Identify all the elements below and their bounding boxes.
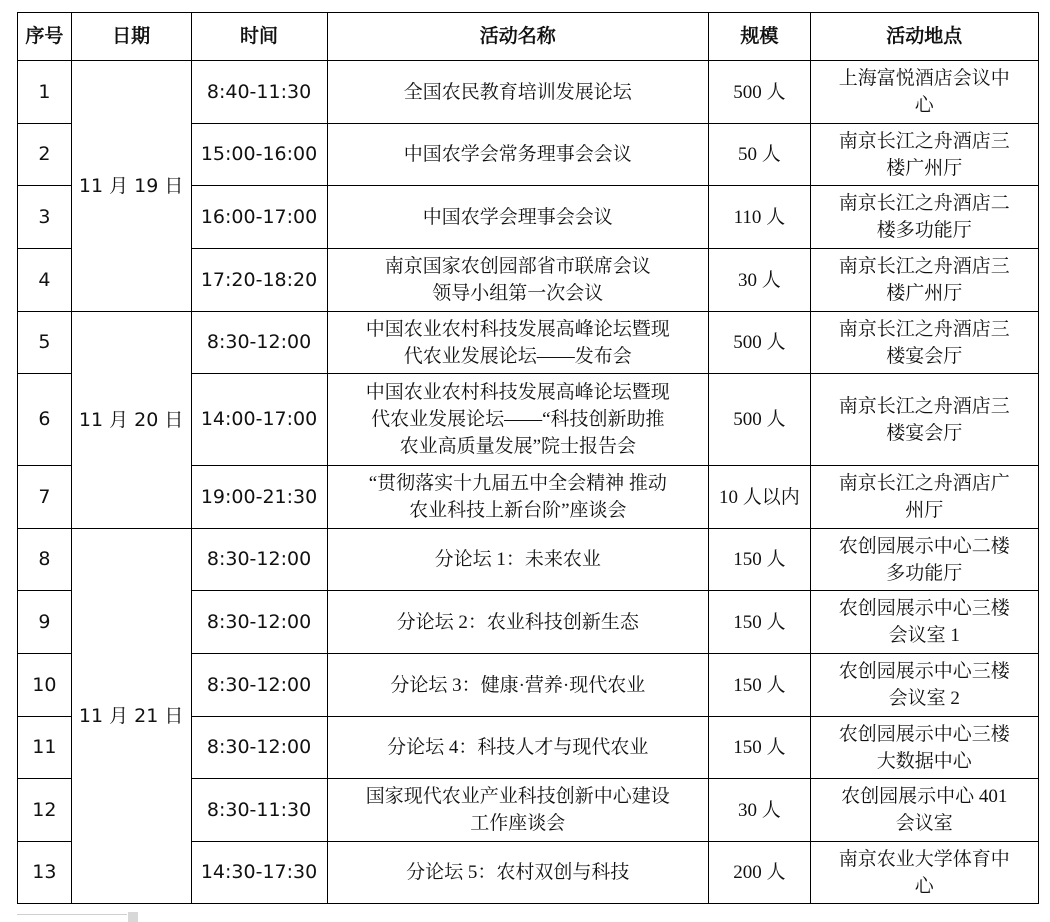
row-time: 17:20-18:20	[191, 249, 327, 312]
date-cell-20: 11 月 20 日	[71, 312, 191, 529]
name-line: 中国农学会常务理事会会议	[403, 144, 632, 165]
row-location	[810, 249, 1038, 312]
row-location	[810, 654, 1038, 717]
row-name	[327, 529, 709, 591]
header-num: 序号	[18, 13, 72, 61]
name-line: 代农业发展论坛——“科技创新助推	[371, 409, 665, 430]
row-scale: 30 人	[709, 249, 810, 312]
row-scale: 150 人	[709, 529, 810, 591]
row-num: 9	[18, 591, 72, 654]
location-line: 农创园展示中心三楼	[838, 661, 1010, 682]
location-line: 南京长江之舟酒店三	[838, 256, 1010, 277]
location-line: 心	[914, 875, 934, 897]
row-scale: 500 人	[709, 61, 810, 124]
location-line: 南京长江之舟酒店二	[838, 193, 1010, 214]
row-num: 2	[18, 124, 72, 186]
header-date: 日期	[71, 13, 191, 61]
row-time: 14:30-17:30	[191, 842, 327, 904]
row-time: 8:30-12:00	[191, 654, 327, 717]
location-line: 楼宴会厅	[886, 422, 963, 444]
location-line: 楼宴会厅	[886, 345, 963, 367]
row-location	[810, 186, 1038, 249]
row-time: 8:30-12:00	[191, 591, 327, 654]
row-location	[810, 61, 1038, 124]
row-num: 1	[18, 61, 72, 124]
header-scale: 规模	[709, 13, 810, 61]
name-line: 分论坛 3：健康·营养·现代农业	[390, 674, 646, 696]
location-line: 大数据中心	[876, 750, 972, 772]
row-num: 3	[18, 186, 72, 249]
location-line: 农创园展示中心二楼	[838, 535, 1010, 557]
row-scale: 30 人	[709, 779, 810, 842]
table-row	[18, 61, 1039, 124]
row-time: 8:30-12:00	[191, 312, 327, 374]
row-name	[327, 374, 709, 466]
row-num: 6	[18, 374, 72, 466]
location-line: 楼广州厅	[886, 157, 963, 179]
header-name: 活动名称	[327, 13, 709, 61]
row-name	[327, 717, 709, 779]
name-line: 分论坛 1：未来农业	[434, 549, 601, 570]
row-name	[327, 591, 709, 654]
row-time: 19:00-21:30	[191, 466, 327, 529]
location-line: 心	[914, 95, 934, 116]
table-row	[18, 312, 1039, 374]
row-num: 8	[18, 529, 72, 591]
row-scale: 110 人	[709, 186, 810, 249]
row-scale: 200 人	[709, 842, 810, 904]
location-line: 会议室	[895, 813, 953, 834]
row-location	[810, 124, 1038, 186]
row-time: 16:00-17:00	[191, 186, 327, 249]
location-line: 南京长江之舟酒店广	[838, 473, 1010, 494]
page-edge-line	[17, 914, 127, 915]
location-line: 南京长江之舟酒店三	[838, 130, 1010, 152]
location-line: 上海富悦酒店会议中	[838, 68, 1010, 89]
location-line: 农创园展示中心 401	[841, 786, 1008, 807]
name-line: 中国农学会理事会会议	[422, 206, 613, 228]
row-location	[810, 529, 1038, 591]
name-line: 领导小组第一次会议	[432, 283, 604, 304]
name-line: 农业科技上新台阶”座谈会	[409, 500, 627, 521]
date-cell-21: 11 月 21 日	[71, 529, 191, 904]
row-name	[327, 61, 709, 124]
row-scale: 500 人	[709, 374, 810, 466]
name-line: “贯彻落实十九届五中全会精神 推动	[368, 473, 667, 494]
row-location	[810, 779, 1038, 842]
event-schedule-table	[17, 12, 1039, 904]
row-name	[327, 466, 709, 529]
row-num: 11	[18, 717, 72, 779]
row-location	[810, 591, 1038, 654]
header-time: 时间	[191, 13, 327, 61]
name-line: 分论坛 2：农业科技创新生态	[396, 611, 639, 633]
row-time: 15:00-16:00	[191, 124, 327, 186]
location-line: 会议室 1	[888, 625, 960, 646]
row-num: 12	[18, 779, 72, 842]
row-name	[327, 842, 709, 904]
row-time: 8:40-11:30	[191, 61, 327, 124]
row-name	[327, 779, 709, 842]
name-line: 分论坛 5：农村双创与科技	[406, 862, 630, 883]
location-line: 南京长江之舟酒店三	[838, 395, 1010, 417]
name-line: 代农业发展论坛——发布会	[403, 345, 632, 367]
row-name	[327, 312, 709, 374]
table-header-row	[18, 13, 1039, 61]
row-name	[327, 186, 709, 249]
row-time: 8:30-12:00	[191, 717, 327, 779]
row-location	[810, 717, 1038, 779]
row-scale: 50 人	[709, 124, 810, 186]
row-name	[327, 654, 709, 717]
location-line: 南京农业大学体育中	[838, 848, 1010, 870]
name-line: 工作座谈会	[470, 813, 566, 834]
location-line: 会议室 2	[888, 688, 960, 709]
row-name	[327, 124, 709, 186]
row-location	[810, 374, 1038, 466]
row-location	[810, 842, 1038, 904]
row-num: 4	[18, 249, 72, 312]
name-line: 南京国家农创园部省市联席会议	[384, 256, 651, 277]
row-name	[327, 249, 709, 312]
date-cell-19: 11 月 19 日	[71, 61, 191, 312]
location-line: 州厅	[905, 500, 944, 521]
name-line: 全国农民教育培训发展论坛	[403, 81, 632, 103]
location-line: 农创园展示中心三楼	[838, 723, 1010, 745]
page-edge-shadow	[128, 912, 138, 922]
location-line: 多功能厅	[886, 562, 963, 584]
row-time: 8:30-12:00	[191, 529, 327, 591]
row-num: 13	[18, 842, 72, 904]
row-scale: 150 人	[709, 717, 810, 779]
name-line: 中国农业农村科技发展高峰论坛暨现	[365, 382, 670, 403]
location-line: 南京长江之舟酒店三	[838, 318, 1010, 340]
row-num: 10	[18, 654, 72, 717]
row-time: 14:00-17:00	[191, 374, 327, 466]
location-line: 楼多功能厅	[876, 220, 972, 241]
row-num: 7	[18, 466, 72, 529]
row-location	[810, 466, 1038, 529]
name-line: 农业高质量发展”院士报告会	[399, 436, 637, 457]
row-scale: 500 人	[709, 312, 810, 374]
row-scale: 10 人以内	[709, 466, 810, 529]
row-time: 8:30-11:30	[191, 779, 327, 842]
name-line: 中国农业农村科技发展高峰论坛暨现	[365, 318, 670, 340]
name-line: 分论坛 4：科技人才与现代农业	[387, 737, 649, 758]
location-line: 农创园展示中心三楼	[838, 598, 1010, 619]
row-scale: 150 人	[709, 591, 810, 654]
name-line: 国家现代农业产业科技创新中心建设	[365, 786, 670, 807]
header-location: 活动地点	[810, 13, 1038, 61]
row-num: 5	[18, 312, 72, 374]
row-location	[810, 312, 1038, 374]
location-line: 楼广州厅	[886, 283, 963, 304]
row-scale: 150 人	[709, 654, 810, 717]
table-row	[18, 529, 1039, 591]
